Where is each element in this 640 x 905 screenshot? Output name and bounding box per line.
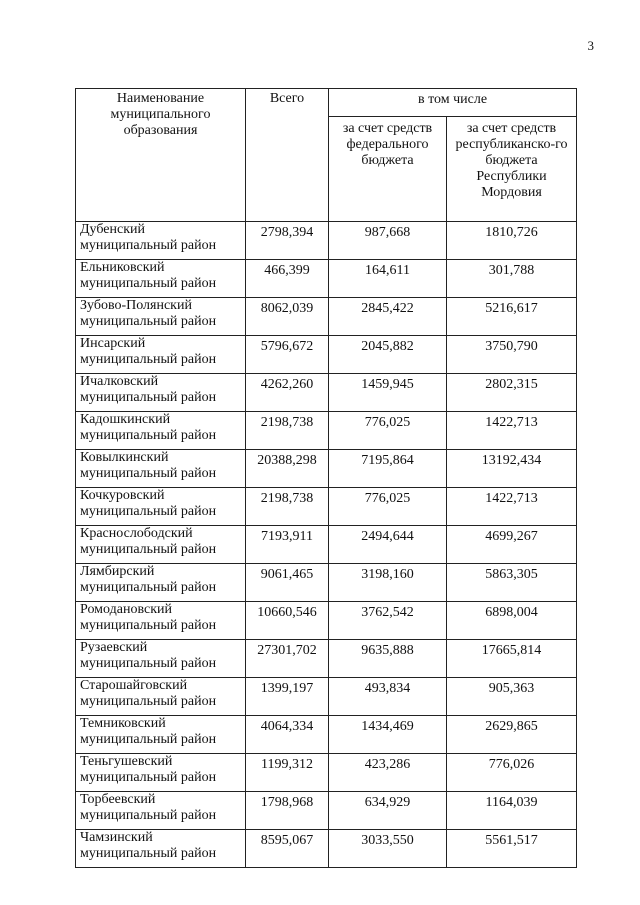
table-row (76, 336, 577, 374)
table-row (76, 754, 577, 792)
row-republican: 5561,517 (447, 830, 577, 868)
row-name: Ковылкинский муниципальный район (76, 450, 246, 488)
row-federal: 1434,469 (329, 716, 447, 754)
row-name: Кочкуровский муниципальный район (76, 488, 246, 526)
row-name: Темниковский муниципальный район (76, 716, 246, 754)
table-row (76, 222, 577, 260)
row-federal: 987,668 (329, 222, 447, 260)
table-row (76, 640, 577, 678)
row-total: 1798,968 (246, 792, 329, 830)
table-row (76, 792, 577, 830)
row-federal: 493,834 (329, 678, 447, 716)
row-name: Рузаевский муниципальный район (76, 640, 246, 678)
row-total: 1399,197 (246, 678, 329, 716)
row-total: 10660,546 (246, 602, 329, 640)
row-federal: 776,025 (329, 488, 447, 526)
row-total: 4064,334 (246, 716, 329, 754)
row-federal: 634,929 (329, 792, 447, 830)
row-republican: 776,026 (447, 754, 577, 792)
row-name: Ельниковский муниципальный район (76, 260, 246, 298)
row-total: 2798,394 (246, 222, 329, 260)
row-name: Инсарский муниципальный район (76, 336, 246, 374)
row-name: Ичалковский муниципальный район (76, 374, 246, 412)
row-name: Старошайговский муниципальный район (76, 678, 246, 716)
row-total: 2198,738 (246, 412, 329, 450)
table-row (76, 374, 577, 412)
row-total: 4262,260 (246, 374, 329, 412)
row-federal: 2494,644 (329, 526, 447, 564)
row-total: 7193,911 (246, 526, 329, 564)
table-row (76, 412, 577, 450)
row-republican: 5216,617 (447, 298, 577, 336)
row-federal: 423,286 (329, 754, 447, 792)
row-total: 1199,312 (246, 754, 329, 792)
row-total: 8595,067 (246, 830, 329, 868)
table-row (76, 260, 577, 298)
table-row (76, 602, 577, 640)
row-republican: 1164,039 (447, 792, 577, 830)
table-row (76, 678, 577, 716)
table-row (76, 488, 577, 526)
row-federal: 3762,542 (329, 602, 447, 640)
header-total: Всего (246, 89, 329, 222)
row-republican: 1422,713 (447, 412, 577, 450)
row-republican: 17665,814 (447, 640, 577, 678)
page-number: 3 (587, 38, 594, 53)
row-republican: 13192,434 (447, 450, 577, 488)
row-name: Кадошкинский муниципальный район (76, 412, 246, 450)
row-total: 8062,039 (246, 298, 329, 336)
row-name: Ромодановский муниципальный район (76, 602, 246, 640)
row-federal: 9635,888 (329, 640, 447, 678)
row-republican: 1422,713 (447, 488, 577, 526)
row-republican: 301,788 (447, 260, 577, 298)
table-row (76, 564, 577, 602)
table-row (76, 526, 577, 564)
header-row (76, 89, 577, 117)
row-republican: 905,363 (447, 678, 577, 716)
row-republican: 5863,305 (447, 564, 577, 602)
header-republican: за счет средств республиканско-го бюджета Республики Мордовия (447, 117, 577, 222)
row-total: 27301,702 (246, 640, 329, 678)
funding-table (75, 88, 577, 868)
row-total: 5796,672 (246, 336, 329, 374)
row-name: Зубово-Полянский муниципальный район (76, 298, 246, 336)
header-including: в том числе (329, 89, 577, 117)
table-row (76, 716, 577, 754)
row-republican: 2802,315 (447, 374, 577, 412)
header-name: Наименование муниципального образования (76, 89, 246, 222)
row-total: 2198,738 (246, 488, 329, 526)
row-total: 20388,298 (246, 450, 329, 488)
row-name: Чамзинский муниципальный район (76, 830, 246, 868)
header-federal: за счет средств федерального бюджета (329, 117, 447, 222)
row-name: Торбеевский муниципальный район (76, 792, 246, 830)
row-republican: 1810,726 (447, 222, 577, 260)
row-federal: 3198,160 (329, 564, 447, 602)
row-republican: 6898,004 (447, 602, 577, 640)
row-federal: 164,611 (329, 260, 447, 298)
row-federal: 776,025 (329, 412, 447, 450)
row-total: 466,399 (246, 260, 329, 298)
row-name: Лямбирский муниципальный район (76, 564, 246, 602)
row-republican: 4699,267 (447, 526, 577, 564)
row-total: 9061,465 (246, 564, 329, 602)
row-federal: 2845,422 (329, 298, 447, 336)
row-republican: 3750,790 (447, 336, 577, 374)
table-row (76, 830, 577, 868)
row-republican: 2629,865 (447, 716, 577, 754)
row-federal: 2045,882 (329, 336, 447, 374)
row-federal: 1459,945 (329, 374, 447, 412)
table-row (76, 298, 577, 336)
row-federal: 3033,550 (329, 830, 447, 868)
table-row (76, 450, 577, 488)
row-name: Краснослободский муниципальный район (76, 526, 246, 564)
row-federal: 7195,864 (329, 450, 447, 488)
row-name: Теньгушевский муниципальный район (76, 754, 246, 792)
row-name: Дубенский муниципальный район (76, 222, 246, 260)
